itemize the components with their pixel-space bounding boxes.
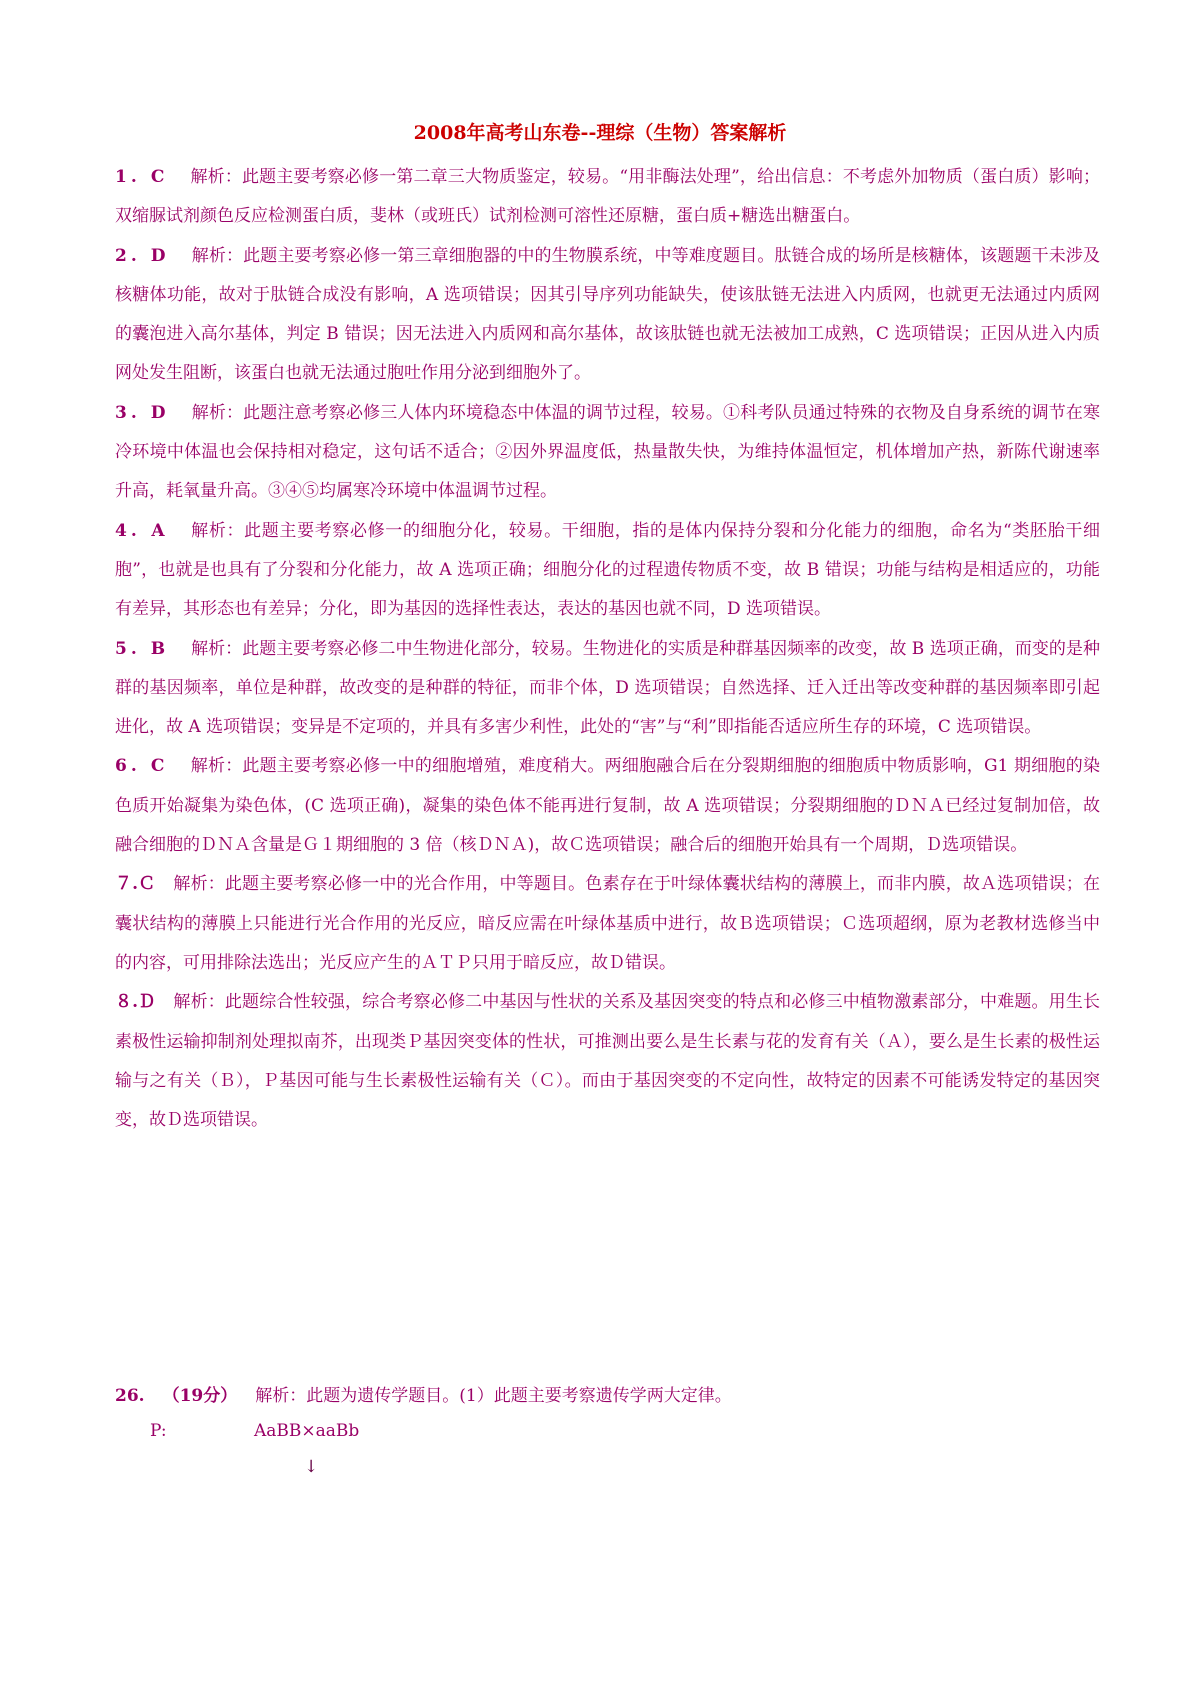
answer-2 <box>115 237 1100 394</box>
answer-3 <box>115 394 1100 512</box>
answer-number: 1. C <box>115 167 169 187</box>
answer-number: 4. A <box>115 520 169 541</box>
answer-text: 解析：此题主要考察必修一的细胞分化，较易。干细胞，指的是体内保持分裂和分化能力的细胞，命名为“类胚胎干细胞”，也就是也具有了分裂和分化能力，故 A 选项正确；细胞分化的过程遗传物质不变，故 B 错误；功能与结构是相适应的，功能有差异，其形态也有差异；分化，即为基因的选择性表达，表达的基因也就不同，D 选项错误。 <box>115 520 1100 620</box>
answer-7 <box>115 865 1100 983</box>
answer-number: 3. D <box>115 402 170 423</box>
answer-6 <box>115 747 1100 865</box>
cross-genotypes: AaBB×aaBb <box>254 1421 360 1441</box>
question-text: 解析：此题为遗传学题目。(1）此题主要考察遗传学两大定律。 <box>255 1386 732 1406</box>
answer-text: 解析：此题主要考察必修一中的光合作用，中等题目。色素存在于叶绿体囊状结构的薄膜上，而非内膜，故Ａ选项错误；在囊状结构的薄膜上只能进行光合作用的光反应，暗反应需在叶绿体基质中进行，故Ｂ选项错误；Ｃ选项超纲，原为老教材选修当中的内容，可用排除法选出；光反应产生的ＡＴＰ只用于暗反应，故Ｄ错误。 <box>115 874 1100 973</box>
answer-text: 解析：此题主要考察必修二中生物进化部分，较易。生物进化的实质是种群基因频率的改变，故 B 选项正确，而变的是种群的基因频率，单位是种群，故改变的是种群的特征，而非个体，D 选项错误；自然选择、迁入迁出等改变种群的基因频率即引起进化，故 A 选项错误；变异是不定项的，并具有多害少利性，此处的“害”与“利”即指能否适应所生存的环境，C 选项错误。 <box>115 638 1100 738</box>
answer-text: 解析：此题综合性较强，综合考察必修二中基因与性状的关系及基因突变的特点和必修三中植物激素部分，中难题。用生长素极性运输抑制剂处理拟南芥，出现类Ｐ基因突变体的性状，可推测出要么是生长素与花的发育有关（Ａ），要么是生长素的极性运输与之有关（Ｂ），Ｐ基因可能与生长素极性运输有关（Ｃ）。而由于基因突变的不定向性，故特定的因素不可能诱发特定的基因突变，故Ｄ选项错误。 <box>115 992 1100 1131</box>
answer-text: 解析：此题主要考察必修一中的细胞增殖，难度稍大。两细胞融合后在分裂期细胞的细胞质中物质影响，G1 期细胞的染色质开始凝集为染色体，(C 选项正确)，凝集的染色体不能再进行复制，故 A 选项错误；分裂期细胞的ＤＮＡ已经过复制加倍，故融合细胞的ＤＮＡ含量是Ｇ１期细胞的 3 倍（核ＤＮＡ)，故Ｃ选项错误；融合后的细胞开始具有一个周期，Ｄ选项错误。 <box>115 756 1100 856</box>
answer-number: 2. D <box>115 245 170 266</box>
answer-5 <box>115 630 1100 748</box>
cross-parent-label: P: <box>150 1421 167 1441</box>
answer-number: 5. B <box>115 638 170 659</box>
document-title: 2008年高考山东卷--理综（生物）答案解析 <box>413 122 787 144</box>
answer-text: 解析：此题主要考察必修一第二章三大物质鉴定，较易。“用非酶法处理”，给出信息：不考虑外加物质（蛋白质）影响；双缩脲试剂颜色反应检测蛋白质，斐林（或班氏）试剂检测可溶性还原糖，蛋白质+糖选出糖蛋白。 <box>115 167 1100 227</box>
answer-number: ７.Ｃ <box>115 874 156 895</box>
answer-number: ８.Ｄ <box>115 992 156 1013</box>
answer-1 <box>115 158 1100 237</box>
question-26 <box>115 1377 732 1416</box>
question-number: 26. <box>115 1386 145 1406</box>
answer-text: 解析：此题主要考察必修一第三章细胞器的中的生物膜系统，中等难度题目。肽链合成的场所是核糖体，该题题干未涉及核糖体功能，故对于肽链合成没有影响，A 选项错误；因其引导序列功能缺失，使该肽链无法进入内质网，也就更无法通过内质网的囊泡进入高尔基体，判定 B 错误；因无法进入内质网和高尔基体，故该肽链也就无法被加工成熟，C 选项错误；正因从进入内质网处发生阻断，该蛋白也就无法通过胞吐作用分泌到细胞外了。 <box>115 245 1100 384</box>
answer-text: 解析：此题注意考察必修三人体内环境稳态中体温的调节过程，较易。①科考队员通过特殊的衣物及自身系统的调节在寒冷环境中体温也会保持相对稳定，这句话不适合；②因外界温度低，热量散失快，为维持体温恒定，机体增加产热，新陈代谢速率升高，耗氧量升高。③④⑤均属寒冷环境中体温调节过程。 <box>115 402 1100 502</box>
down-arrow-icon: ↓ <box>304 1457 319 1477</box>
answer-8 <box>115 983 1100 1140</box>
answer-4 <box>115 512 1100 630</box>
answers-section <box>115 158 1100 1140</box>
question-score: （19分） <box>162 1386 238 1406</box>
answer-number: 6. C <box>115 756 169 777</box>
